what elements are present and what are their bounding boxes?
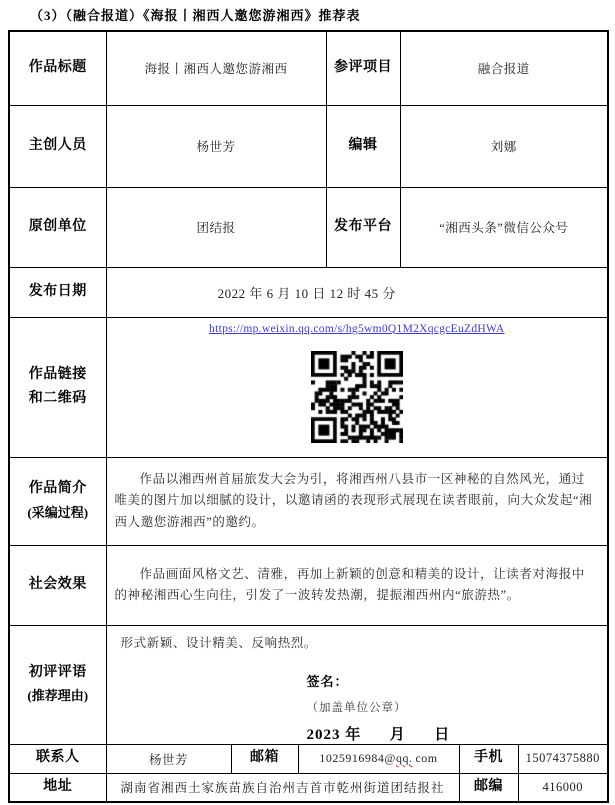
value-postcode: 416000 [518,773,608,802]
signature-block [307,671,608,744]
value-email [298,744,459,773]
value-publish-date: 2022 年 6 月 10 日 12 时 45 分 [106,267,608,317]
label-email: 邮箱 [231,744,298,773]
row-publish-date [9,267,608,317]
cell-review-comment [106,625,608,744]
row-work-title [9,31,608,105]
label-work-intro: 作品简介 (采编过程) [9,457,106,545]
seal-note: （加盖单位公章） [306,701,407,714]
value-social-effect: 作品画面风格文艺、清雅，再加上新颖的创意和精美的设计，让读者对海报中的神秘湘西心生向往，引发了一波转发热潮，提振湘西州内“旅游热”。 [106,545,608,625]
label-social-effect: 社会效果 [9,545,106,625]
value-original-unit: 团结报 [106,187,326,267]
label-editor: 编辑 [326,105,400,187]
value-contact-person: 杨世芳 [106,744,231,773]
label-publish-platform: 发布平台 [326,187,400,267]
label-work-title: 作品标题 [9,31,106,105]
value-work-title: 海报丨湘西人邀您游湘西 [106,31,326,105]
label-postcode: 邮编 [459,773,518,802]
value-publish-platform: “湘西头条”微信公众号 [400,187,608,267]
signature-label: 签名： [306,673,349,689]
label-review-comment: 初评评语 (推荐理由) [9,625,106,744]
label-link-qr: 作品链接 和二维码 [9,317,106,457]
row-original-unit [9,187,608,267]
label-mobile: 手机 [459,744,518,773]
label-address: 地址 [9,773,106,802]
email-address: 1025916984@qq. com [319,751,438,765]
value-entry-category: 融合报道 [400,31,608,105]
label-publish-date: 发布日期 [9,267,106,317]
row-link-qr [9,317,608,457]
article-link[interactable]: https://mp.weixin.qq.com/s/hg5wm0Q1M2XqcgcEuZdHWA [209,322,505,335]
label-creators: 主创人员 [9,105,106,187]
value-address: 湖南省湘西土家族苗族自治州吉首市乾州街道团结报社 [106,773,459,802]
label-original-unit: 原创单位 [9,187,106,267]
row-social-effect [9,545,608,625]
cell-link-qr [106,317,608,457]
row-contact [9,744,608,773]
row-review-comment [9,625,608,744]
qr-code [311,351,403,443]
value-creators: 杨世芳 [106,105,326,187]
row-work-intro [9,457,608,545]
recommendation-table [8,30,609,803]
row-creators [9,105,608,187]
value-editor: 刘娜 [400,105,608,187]
signature-date: 2023 年 月 日 [306,726,451,743]
value-mobile: 15074375880 [518,744,608,773]
value-work-intro: 作品以湘西州首届旅发大会为引，将湘西州八县市一区神秘的自然风光，通过唯美的图片加以细腻的设计，以邀请函的表现形式展现在读者眼前，向大众发起“湘西人邀您游湘西”的邀约。 [106,457,608,545]
spellcheck-squiggle: qq. [395,751,413,765]
page-title: （3）（融合报道）《海报丨湘西人邀您游湘西》推荐表 [30,8,361,23]
row-address [9,773,608,802]
label-contact-person: 联系人 [9,744,106,773]
label-entry-category: 参评项目 [326,31,400,105]
review-comment-text: 形式新颖、设计精美、反响热烈。 [120,635,318,650]
